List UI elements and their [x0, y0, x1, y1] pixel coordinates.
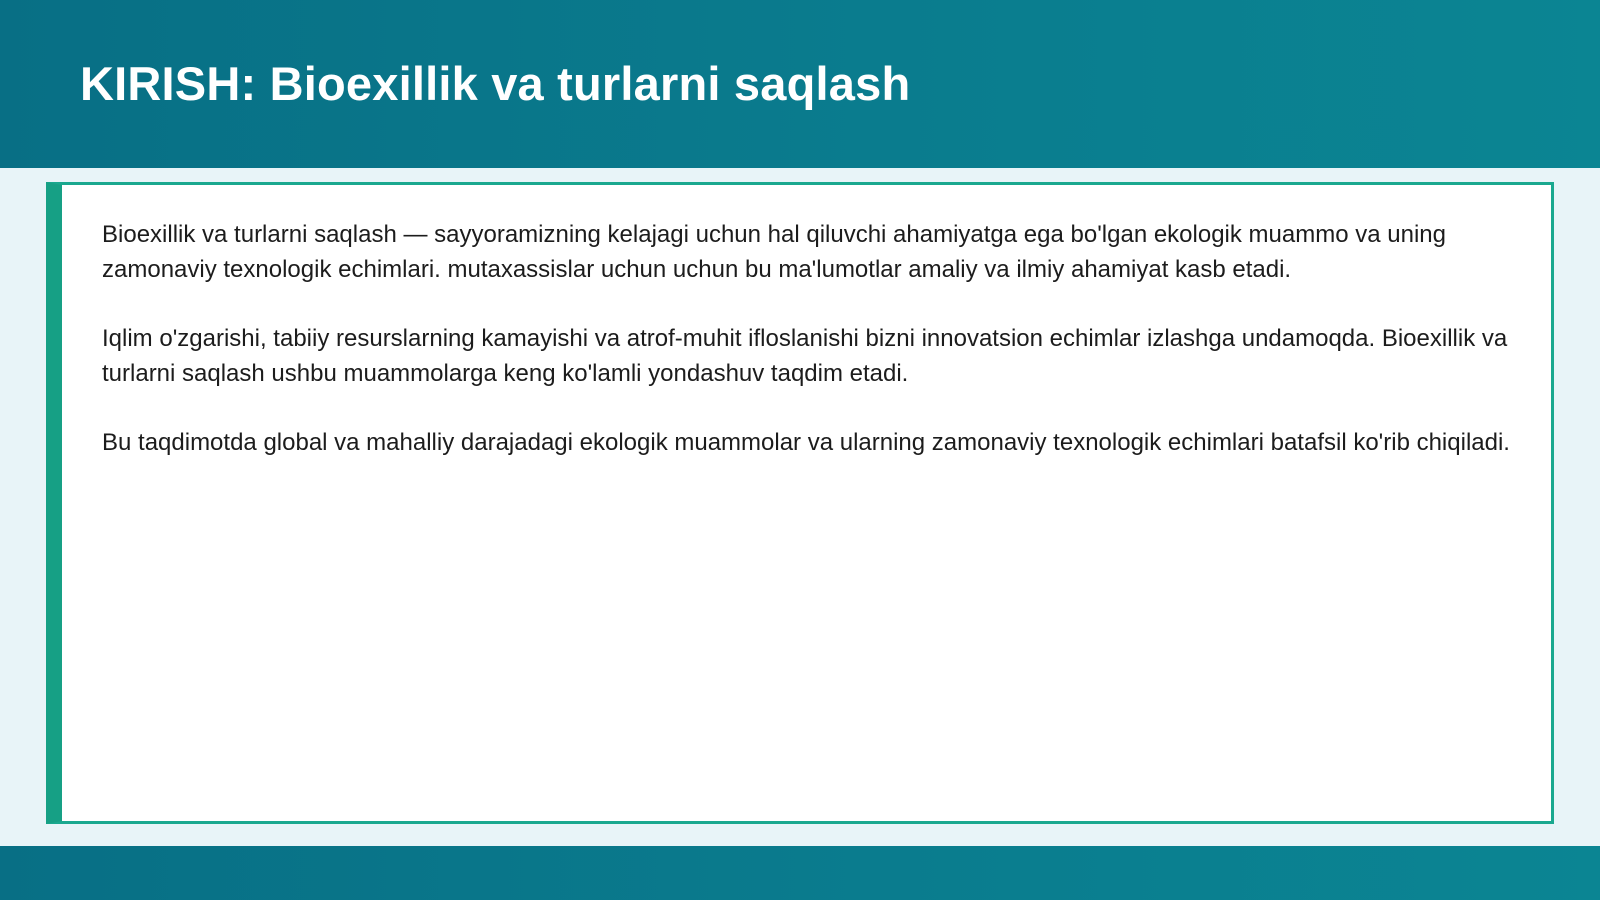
content-card — [46, 182, 1554, 824]
paragraph-2: Iqlim o'zgarishi, tabiiy resurslarning kamayishi va atrof-muhit ifloslanishi bizni innovatsion echimlar izlashga undamoqda. Bioexillik va turlarni saqlash ushbu muammolarga keng ko'lamli yondashuv taqdim etadi. — [102, 325, 1508, 387]
paragraph-list — [102, 217, 1511, 494]
slide-header — [0, 0, 1600, 168]
slide-footer — [0, 846, 1600, 900]
slide-title: KIRISH: Bioexillik va turlarni saqlash — [80, 57, 911, 110]
paragraph-3: Bu taqdimotda global va mahalliy darajadagi ekologik muammolar va ularning zamonaviy texnologik echimlari batafsil ko'rib chiqiladi. — [102, 429, 1510, 456]
paragraph-1: Bioexillik va turlarni saqlash — sayyoramizning kelajagi uchun hal qiluvchi ahamiyatga ega bo'lgan ekologik muammo va uning zamonaviy texnologik echimlari. mutaxassislar uchun uchun bu ma'lumotlar amaliy va ilmiy ahamiyat kasb etadi. — [102, 221, 1446, 283]
